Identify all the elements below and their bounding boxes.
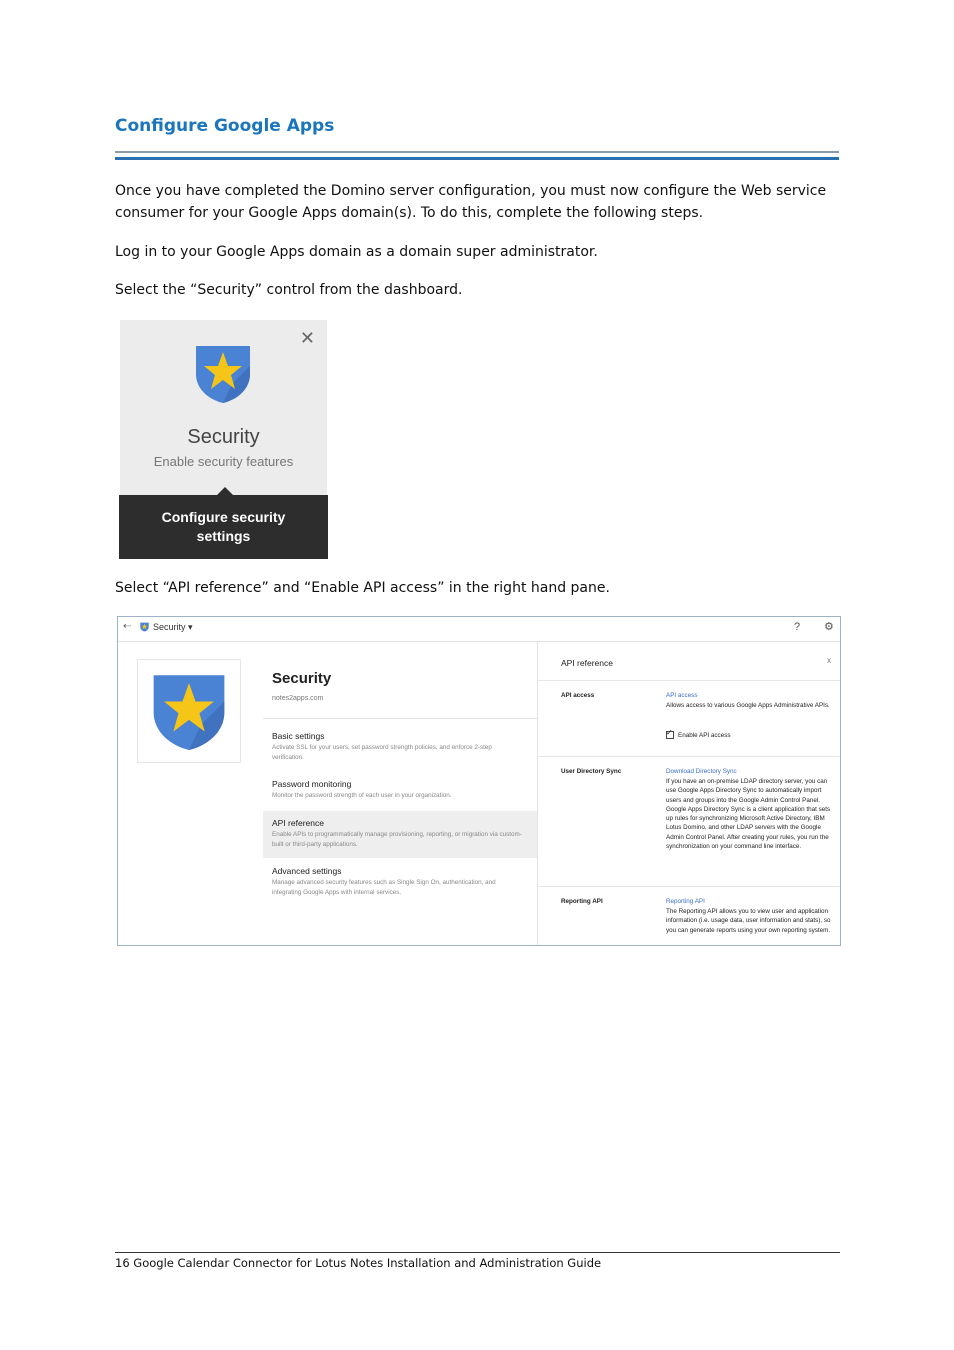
menu-item-desc: Monitor the password strength of each user in your organization. <box>272 792 452 799</box>
heading-rule-bottom <box>115 157 839 160</box>
download-directory-sync-link[interactable]: Download Directory Sync <box>666 768 737 775</box>
section-heading: Configure Google Apps <box>115 116 335 136</box>
divider <box>538 886 840 887</box>
security-tile[interactable] <box>120 320 327 558</box>
security-shield-icon <box>194 344 252 404</box>
tooltip-line-2: settings <box>196 528 251 544</box>
api-access-label: API access <box>561 692 595 699</box>
reporting-api-desc: The Reporting API allows you to view user and application information (i.e. usage data, user information and stats), so you can generate reports using your own reporting system. <box>666 908 831 934</box>
tooltip-arrow <box>217 487 233 495</box>
intro-paragraph: Once you have completed the Domino server configuration, you must now configure the Web service consumer for your Google Apps domain(s). To do this, complete the following steps. <box>115 183 827 221</box>
security-breadcrumb-icon <box>140 622 149 632</box>
menu-item-title: Password monitoring <box>272 779 352 789</box>
page-footer: 16 Google Calendar Connector for Lotus Notes Installation and Administration Guide <box>115 1256 602 1270</box>
directory-sync-label: User Directory Sync <box>561 768 622 775</box>
divider <box>538 680 840 681</box>
directory-sync-desc: If you have an on-premise LDAP directory server, you can use Google Apps Directory Sync to automatically import users and groups into the Google Admin Control Panel. Google Apps Directory Sync is a client application that sets up rules for synchronizing Microsoft Active Directory, IBM Lotus Domino, and other LDAP servers with the Google Admin Control Panel. After creating your rules, you run the synchronization on your command line interface. <box>666 778 831 851</box>
select-api-paragraph: Select “API reference” and “Enable API access” in the right hand pane. <box>115 580 610 596</box>
menu-item-title: Advanced settings <box>272 866 342 876</box>
menu-item-desc: Enable APIs to programmatically manage provisioning, reporting, or migration via custom-built or third-party applications. <box>272 831 522 848</box>
help-icon[interactable]: ? <box>794 621 801 633</box>
right-pane-title: API reference <box>561 658 613 668</box>
gear-icon[interactable]: ⚙ <box>824 621 834 633</box>
tile-subtitle: Enable security features <box>153 454 294 469</box>
security-logo-card <box>137 659 241 763</box>
reporting-api-link[interactable]: Reporting API <box>666 898 705 905</box>
menu-item-title: Basic settings <box>272 731 325 741</box>
enable-api-access-label: Enable API access <box>678 731 731 739</box>
menu-item-desc: Manage advanced security features such as Single Sign On, authentication, and integrating Google Apps with internal services. <box>272 879 496 896</box>
divider <box>263 718 537 719</box>
console-page-title: Security <box>272 670 332 687</box>
menu-item-api-reference[interactable] <box>263 811 537 858</box>
menu-item-title: API reference <box>272 818 324 828</box>
admin-console-screenshot <box>117 616 841 946</box>
close-pane-icon[interactable]: x <box>827 656 831 665</box>
heading-rule-top <box>115 151 839 153</box>
checkbox-checked-icon[interactable] <box>666 731 674 739</box>
api-access-desc: Allows access to various Google Apps Administrative APIs. <box>666 702 830 709</box>
configure-security-tooltip <box>119 495 328 559</box>
breadcrumb-security[interactable]: Security ▾ <box>153 622 193 632</box>
menu-item-basic-settings[interactable] <box>263 731 537 762</box>
enable-api-access-checkbox[interactable] <box>666 731 731 739</box>
back-arrow-icon[interactable]: ⇠ <box>123 621 132 632</box>
login-paragraph: Log in to your Google Apps domain as a domain super administrator. <box>115 244 598 260</box>
tile-title: Security <box>187 426 260 448</box>
reporting-api-label: Reporting API <box>561 898 603 905</box>
footer-rule <box>115 1252 840 1253</box>
divider <box>538 756 840 757</box>
menu-item-password-monitoring[interactable] <box>263 779 537 801</box>
console-topbar <box>118 617 840 642</box>
select-security-paragraph: Select the “Security” control from the dashboard. <box>115 282 463 298</box>
menu-item-desc: Activate SSL for your users, set password strength policies, and enforce 2-step verification. <box>272 744 492 761</box>
close-icon[interactable]: ✕ <box>299 328 315 348</box>
pane-divider <box>537 641 538 945</box>
api-access-link[interactable]: API access <box>666 692 698 699</box>
tooltip-line-1: Configure security <box>161 509 286 525</box>
security-shield-large-icon <box>151 672 227 752</box>
menu-item-advanced-settings[interactable] <box>263 866 537 897</box>
console-domain: notes2apps.com <box>272 695 324 702</box>
